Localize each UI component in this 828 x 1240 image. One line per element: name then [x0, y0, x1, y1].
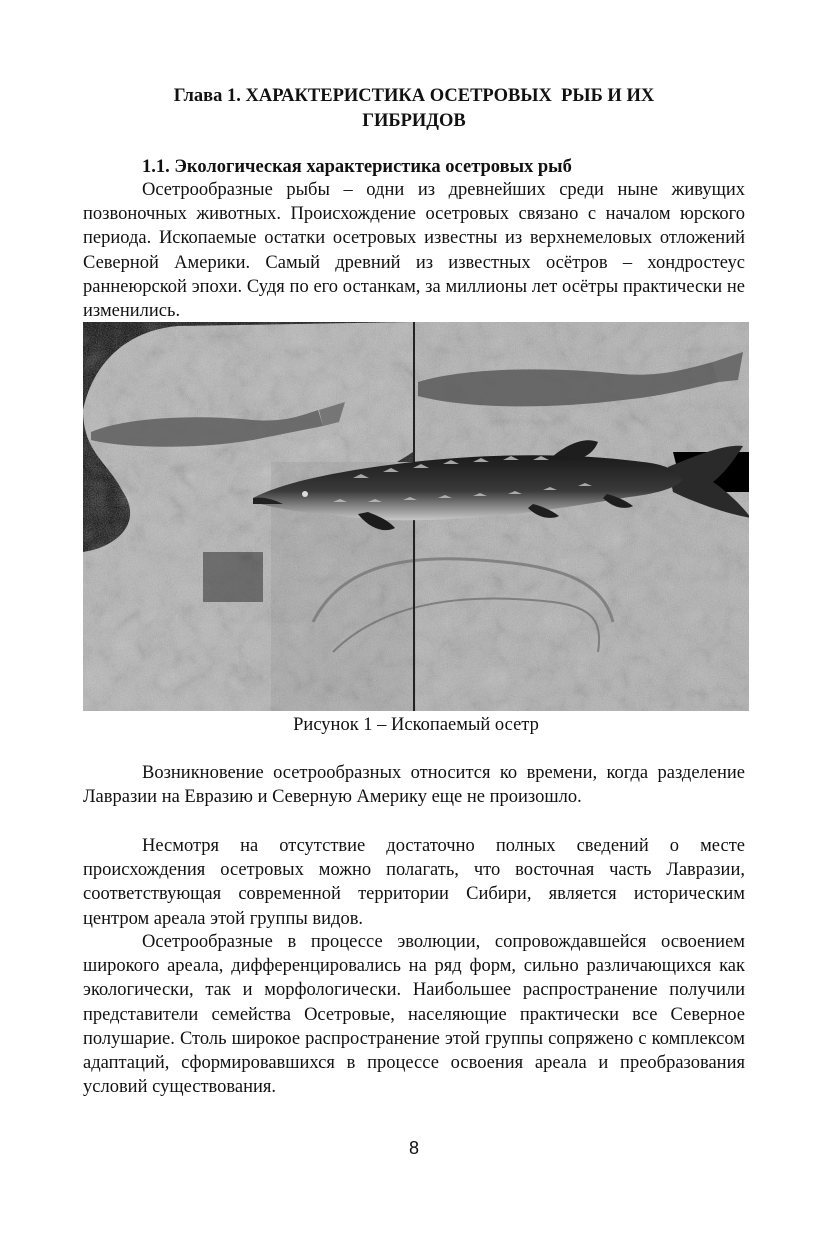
page-number: 8 — [408, 1138, 419, 1158]
paragraph-3: Несмотря на отсутствие достаточно полных сведений о месте происхождения осетровых можно полагать, что восточная часть Лавразии, соответствующая современной территории Сибири, является историческим центром ареала этой группы видов. — [83, 836, 745, 929]
figure-caption: Рисунок 1 – Ископаемый осетр — [293, 715, 539, 735]
fossil-sturgeon-figure — [83, 322, 749, 711]
section-title: 1.1. Экологическая характеристика осетровых рыб — [142, 157, 572, 177]
chapter-title-line-1: Глава 1. ХАРАКТЕРИСТИКА ОСЕТРОВЫХ РЫБ И ИХ — [173, 86, 655, 106]
paragraph-4: Осетрообразные в процессе эволюции, сопровождавшейся освоением широкого ареала, дифференцировались на ряд форм, сильно различающихся как экологически, так и морфологически. Наибольшее распространение получили представители семейства Осетровые, населяющие практически все Северное полушарие. Столь широкое распространение этой группы сопряжено с комплексом адаптаций, сформировавшихся в процессе освоения ареала и преобразования условий существования. — [83, 932, 745, 1098]
chapter-title-line-2: ГИБРИДОВ — [362, 111, 466, 131]
paragraph-2: Возникновение осетрообразных относится ко времени, когда разделение Лавразии на Евразию и Северную Америку еще не произошло. — [83, 763, 745, 808]
paragraph-1: Осетрообразные рыбы – одни из древнейших среди ныне живущих позвоночных животных. Происхождение осетровых связано с началом юрского периода. Ископаемые остатки осетровых известны из верхнемеловых отложений Северной Америки. Самый древний из известных осётров – хондростеус раннеюрской эпохи. Судя по его останкам, за миллионы лет осётры практически не изменились. — [83, 180, 745, 322]
chapter-title — [110, 84, 718, 134]
